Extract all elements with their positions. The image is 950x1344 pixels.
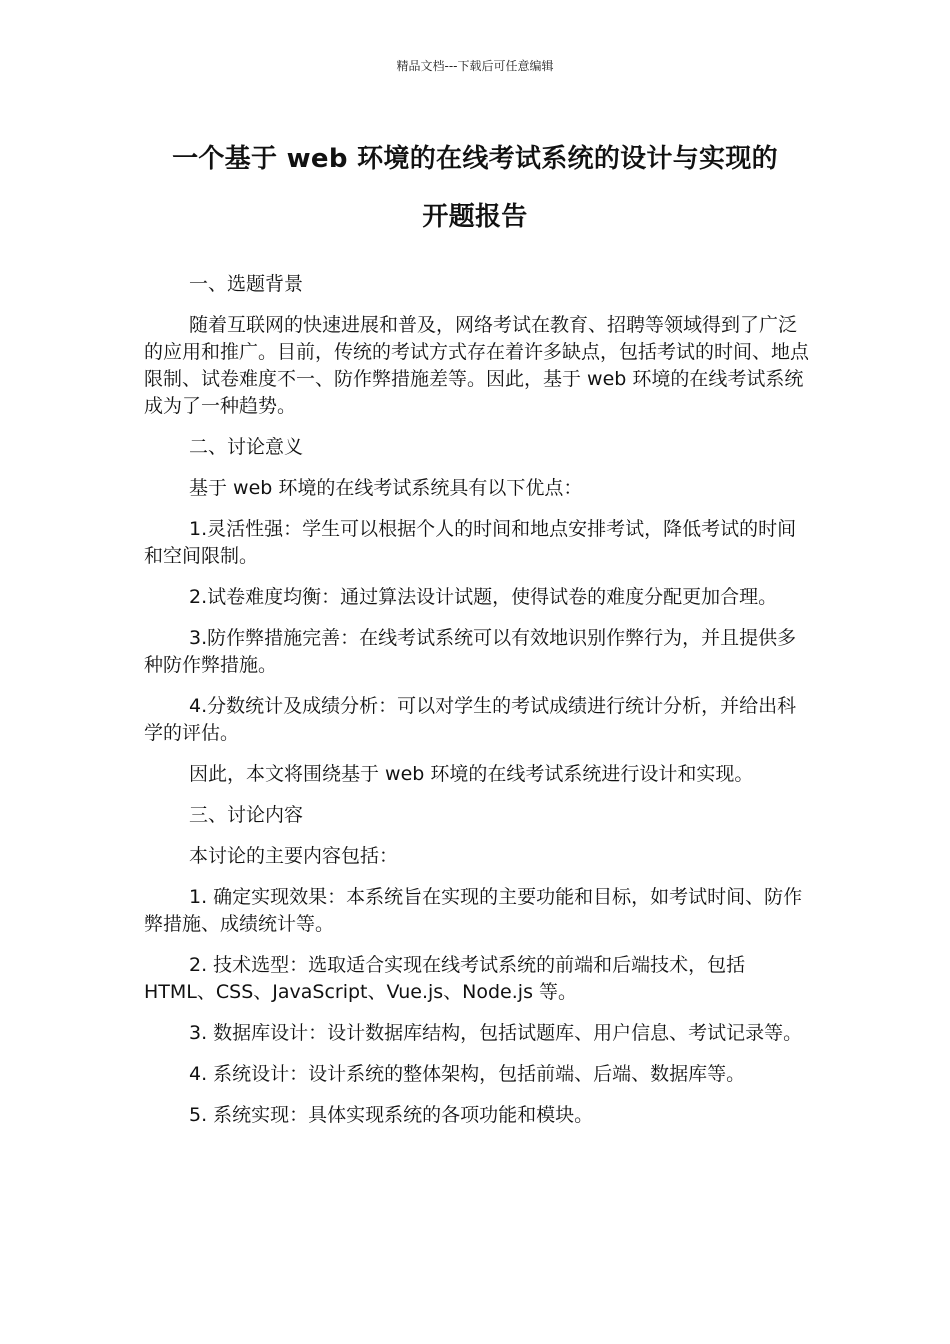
content-intro: 本讨论的主要内容包括： bbox=[189, 845, 399, 867]
significance-item-1: 1.灵活性强：学生可以根据个人的时间和地点安排考试，降低考试的时间和空间限制。 bbox=[144, 518, 797, 567]
document-title-line-1: 一个基于 web 环境的在线考试系统的设计与实现的 bbox=[172, 144, 778, 174]
content-item-5: 5. 系统实现：具体实现系统的各项功能和模块。 bbox=[189, 1104, 594, 1126]
section-heading-significance: 二、讨论意义 bbox=[189, 436, 304, 458]
content-item-4: 4. 系统设计：设计系统的整体架构，包括前端、后端、数据库等。 bbox=[189, 1063, 746, 1085]
content-item-3: 3. 数据库设计：设计数据库结构，包括试题库、用户信息、考试记录等。 bbox=[189, 1022, 803, 1044]
content-item-2: 2. 技术选型：选取适合实现在线考试系统的前端和后端技术，包括 HTML、CSS、JavaScript、Vue.js、Node.js 等。 bbox=[144, 954, 746, 1003]
section-heading-content: 三、讨论内容 bbox=[189, 804, 304, 826]
section-heading-background: 一、选题背景 bbox=[189, 273, 304, 295]
content-item-1: 1. 确定实现效果：本系统旨在实现的主要功能和目标，如考试时间、防作弊措施、成绩统计等。 bbox=[144, 886, 803, 935]
significance-conclusion: 因此，本文将围绕基于 web 环境的在线考试系统进行设计和实现。 bbox=[189, 763, 754, 785]
significance-item-2: 2.试卷难度均衡：通过算法设计试题，使得试卷的难度分配更加合理。 bbox=[189, 586, 778, 608]
document-body bbox=[144, 271, 809, 1143]
significance-intro: 基于 web 环境的在线考试系统具有以下优点： bbox=[189, 477, 583, 499]
background-paragraph: 随着互联网的快速进展和普及，网络考试在教育、招聘等领域得到了广泛的应用和推广。目前，传统的考试方式存在着许多缺点，包括考试的时间、地点限制、试卷难度不一、防作弊措施差等。因此，基于 web 环境的在线考试系统成为了一种趋势。 bbox=[144, 314, 810, 417]
document-title-line-2: 开题报告 bbox=[422, 202, 528, 232]
significance-item-3: 3.防作弊措施完善：在线考试系统可以有效地识别作弊行为，并且提供多种防作弊措施。 bbox=[144, 627, 797, 676]
header-note: 精品文档---下载后可任意编辑 bbox=[396, 59, 554, 73]
significance-item-4: 4.分数统计及成绩分析：可以对学生的考试成绩进行统计分析，并给出科学的评估。 bbox=[144, 695, 797, 744]
